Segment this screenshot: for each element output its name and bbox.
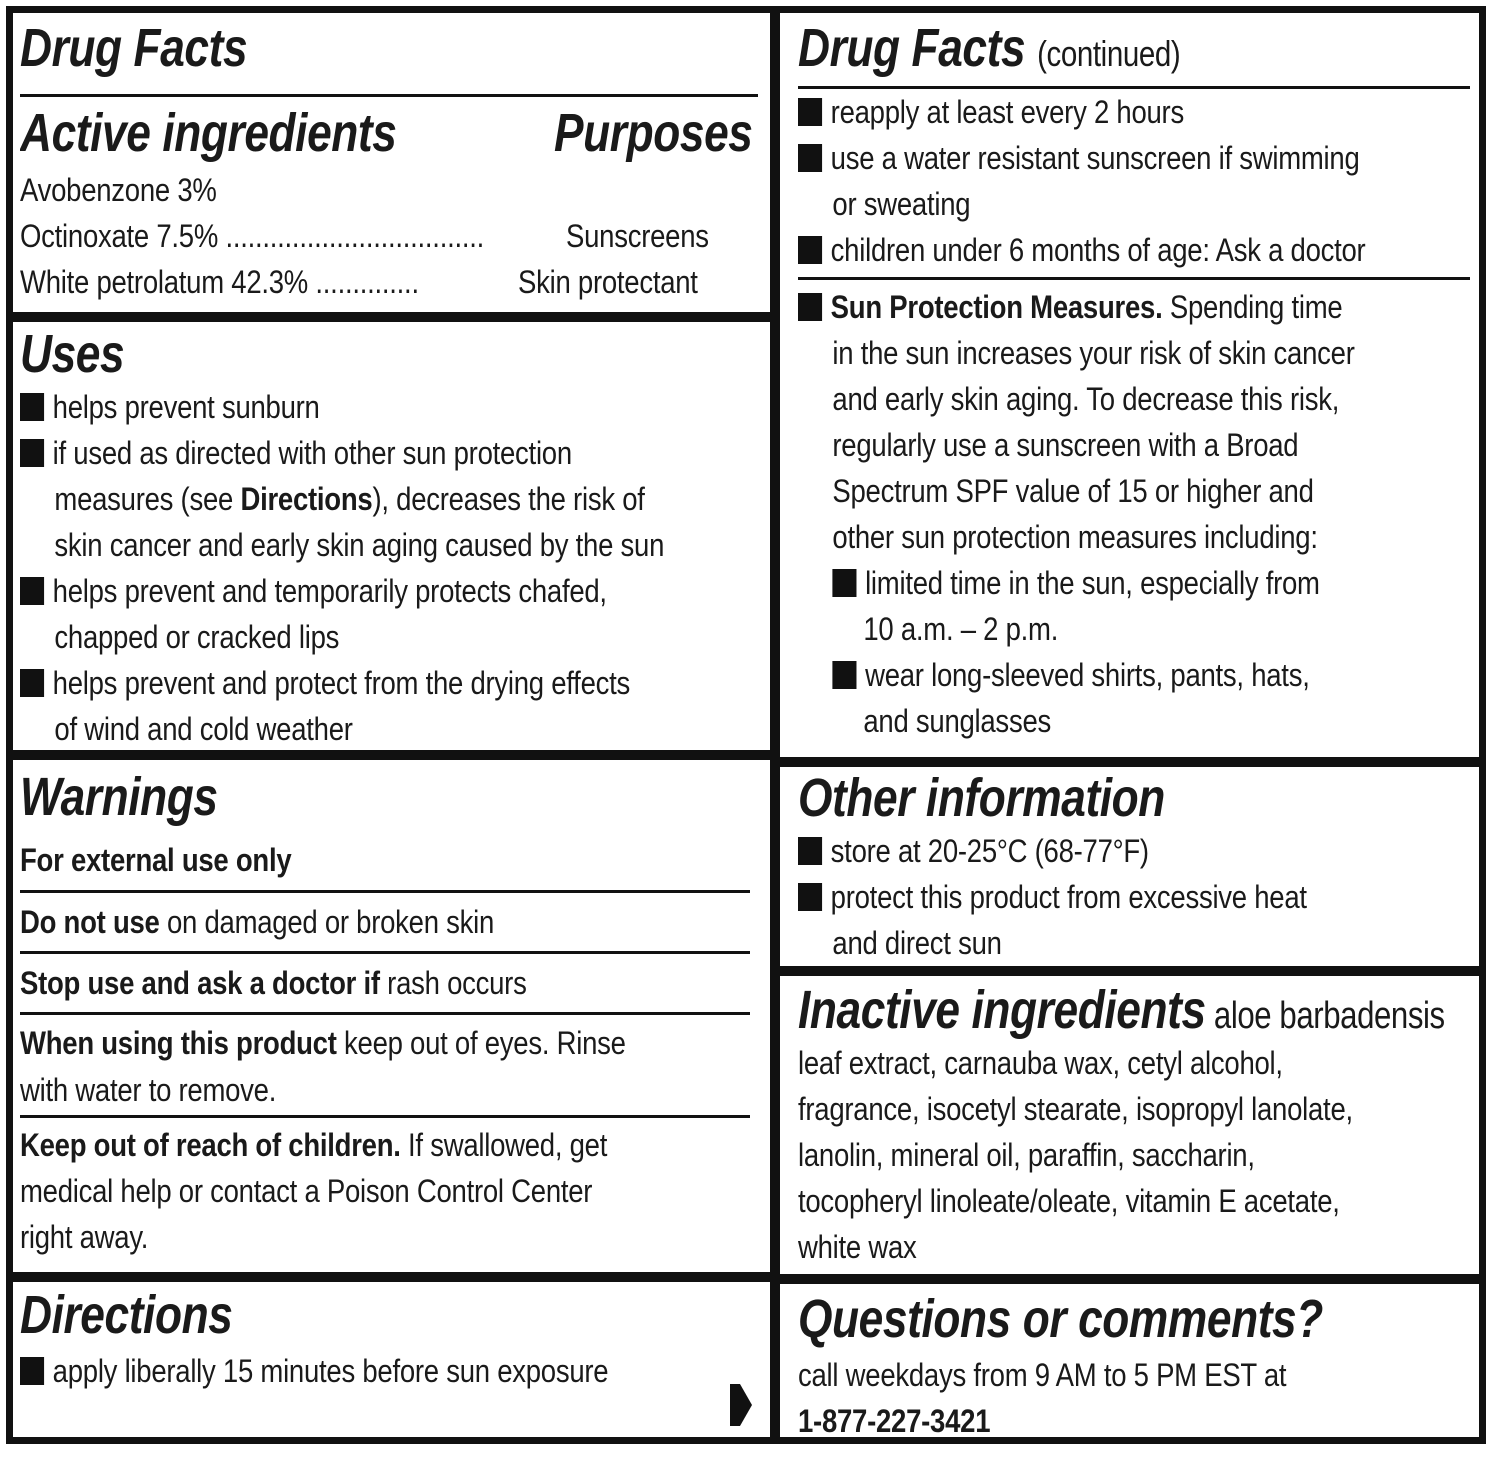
list-item: reapply at least every 2 hours (798, 89, 1383, 135)
bullet-icon (832, 569, 856, 597)
bullet-icon (20, 393, 44, 421)
bullet-icon (20, 577, 44, 605)
bullet-icon (798, 236, 822, 264)
inactive-text: leaf extract, carnauba wax, cetyl alcohol, (798, 1045, 1283, 1081)
bullet-icon (798, 98, 822, 126)
list-item-cont: and sunglasses (863, 703, 1052, 739)
spm-text: regularly use a sunscreen with a Broad (832, 427, 1299, 463)
list-item-cont: of wind and cold weather (54, 711, 353, 747)
bullet-icon (20, 439, 44, 467)
keep-out-cont: medical help or contact a Poison Control Center (20, 1173, 593, 1209)
bullet-icon (798, 883, 822, 911)
list-item: limited time in the sun, especially from (798, 560, 1383, 606)
bullet-icon (798, 293, 822, 321)
list-item: helps prevent and protect from the drying effects (20, 660, 661, 706)
active-ingredients-heading: Active ingredients (20, 103, 397, 163)
list-item: if used as directed with other sun protection (20, 430, 661, 476)
list-item: apply liberally 15 minutes before sun exposure (20, 1348, 661, 1394)
divider-warnings (6, 750, 772, 760)
warnings-heading: Warnings (20, 767, 218, 827)
directions-panel (20, 1282, 765, 1432)
list-item-cont: skin cancer and early skin aging caused by the sun (54, 527, 665, 563)
inactive-text: lanolin, mineral oil, paraffin, saccharin, (798, 1137, 1255, 1173)
continued-arrow-icon (728, 1382, 754, 1428)
divider-questions (776, 1274, 1486, 1284)
list-item-cont: 10 a.m. – 2 p.m. (863, 611, 1059, 647)
spm-text: in the sun increases your risk of skin cancer (832, 335, 1355, 371)
purposes-heading: Purposes (554, 103, 753, 163)
divider-uses (6, 312, 772, 322)
inactive-ingredients-line: Inactive ingredients aloe barbadensis (798, 980, 1445, 1040)
sun-protection-measures: Sun Protection Measures. Spending time (798, 280, 1383, 330)
warnings-panel (20, 764, 760, 1270)
purpose-skin-protectant: Skin protectant (518, 264, 698, 300)
directions-heading: Directions (20, 1285, 233, 1345)
questions-text: call weekdays from 9 AM to 5 PM EST at (798, 1357, 1287, 1393)
inactive-text: fragrance, isocetyl stearate, isopropyl lanolate, (798, 1091, 1353, 1127)
column-divider (770, 6, 780, 1444)
questions-heading: Questions or comments? (798, 1289, 1323, 1349)
other-information-panel (798, 768, 1478, 964)
phone-number[interactable]: 1-877-227-3421 (798, 1403, 991, 1436)
uses-heading: Uses (20, 324, 125, 384)
continued-panel (798, 16, 1478, 756)
divider-inactive (776, 966, 1486, 976)
bullet-icon (832, 661, 856, 689)
list-item-cont: or sweating (832, 186, 971, 222)
ingredient-octinoxate: Octinoxate 7.5% ................................... (20, 218, 485, 254)
stop-use-warning: Stop use and ask a doctor if rash occurs (20, 965, 527, 1001)
list-item-cont: chapped or cracked lips (54, 619, 340, 655)
spm-text: other sun protection measures including: (832, 519, 1318, 555)
spm-text: and early skin aging. To decrease this risk, (832, 381, 1340, 417)
list-item: helps prevent sunburn (20, 384, 661, 430)
list-item: store at 20-25°C (68-77°F) (798, 828, 1383, 874)
spm-text: Spectrum SPF value of 15 or higher and (832, 473, 1314, 509)
bullet-icon (20, 669, 44, 697)
inactive-text: white wax (798, 1229, 917, 1265)
divider-directions (6, 1272, 772, 1282)
ingredient-white-petrolatum: White petrolatum 42.3% .............. (20, 264, 419, 300)
when-using-warning-cont: with water to remove. (20, 1072, 277, 1108)
list-item: wear long-sleeved shirts, pants, hats, (798, 652, 1383, 698)
external-use-warning: For external use only (20, 842, 292, 878)
ingredient-avobenzone: Avobenzone 3% (20, 172, 217, 208)
keep-out-of-reach-warning: Keep out of reach of children. If swallowed, get (20, 1127, 608, 1163)
list-item: use a water resistant sunscreen if swimming (798, 135, 1383, 181)
drug-facts-title: Drug Facts (20, 18, 248, 78)
bullet-icon (798, 837, 822, 865)
drug-facts-continued-title: Drug Facts (continued) (798, 18, 1181, 78)
purpose-sunscreens: Sunscreens (566, 218, 709, 254)
divider-other (776, 757, 1486, 767)
list-item: helps prevent and temporarily protects chafed, (20, 568, 661, 614)
list-item: children under 6 months of age: Ask a doctor (798, 227, 1383, 273)
inactive-text: tocopheryl linoleate/oleate, vitamin E acetate, (798, 1183, 1340, 1219)
bullet-icon (20, 1357, 44, 1385)
questions-panel (798, 1286, 1478, 1436)
when-using-warning: When using this product keep out of eyes. Rinse (20, 1025, 626, 1061)
other-information-heading: Other information (798, 768, 1165, 828)
bullet-icon (798, 144, 822, 172)
list-item: protect this product from excessive heat (798, 874, 1383, 920)
list-item-cont: measures (see Directions), decreases the risk of (54, 481, 645, 517)
inactive-ingredients-panel (798, 980, 1478, 1270)
uses-panel (20, 324, 765, 748)
keep-out-cont: right away. (20, 1219, 149, 1255)
list-item-cont: and direct sun (832, 925, 1002, 961)
active-ingredients-panel (20, 16, 760, 312)
do-not-use-warning: Do not use on damaged or broken skin (20, 904, 495, 940)
